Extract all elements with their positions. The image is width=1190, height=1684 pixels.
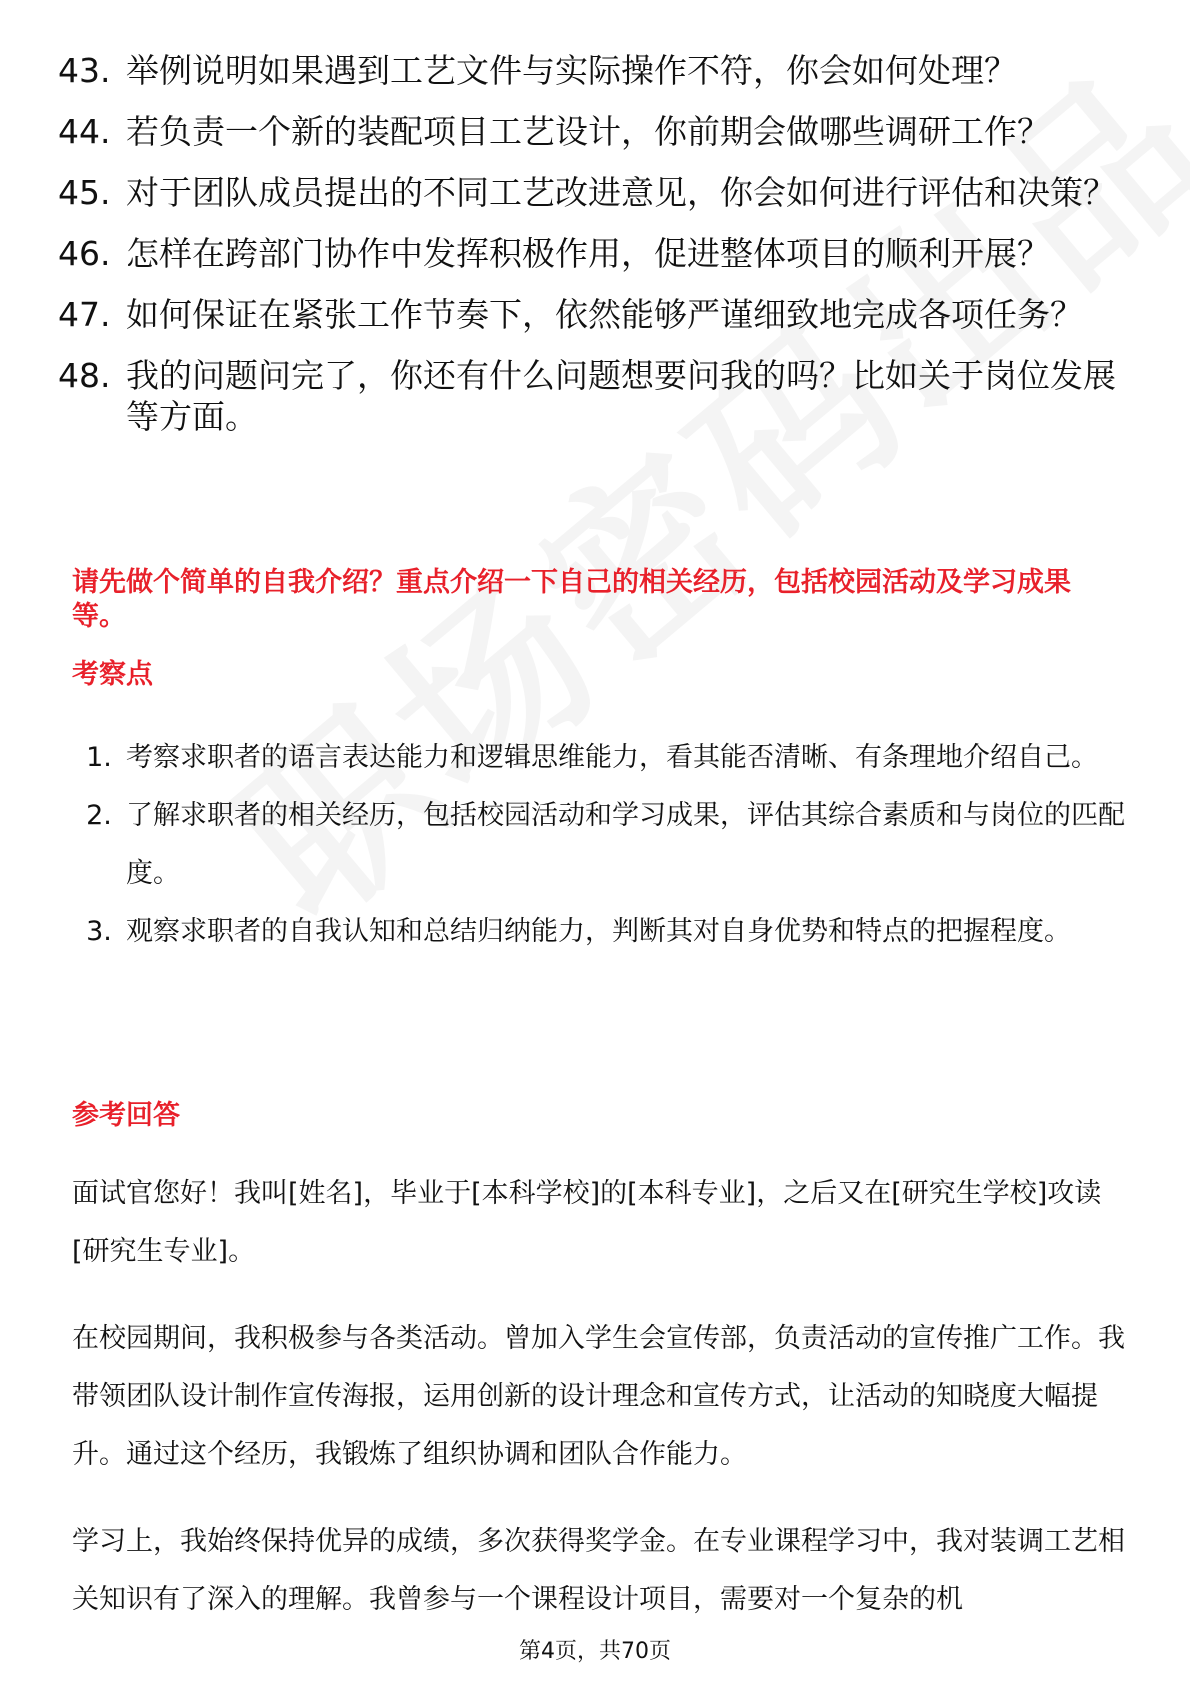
list-item <box>58 50 1118 91</box>
question-text: 怎样在跨部门协作中发挥积极作用，促进整体项目的顺利开展？ <box>126 234 1050 273</box>
list-item <box>58 111 1118 152</box>
point-text: 观察求职者的自我认知和总结归纳能力，判断其对自身优势和特点的把握程度。 <box>126 916 1071 947</box>
question-number: 44. <box>58 112 111 151</box>
list-item <box>72 729 1132 787</box>
answer-paragraph: 学习上，我始终保持优异的成绩，多次获得奖学金。在专业课程学习中，我对装调工艺相关知识有了深入的理解。我曾参与一个课程设计项目，需要对一个复杂的机 <box>72 1526 1125 1615</box>
points-list <box>72 729 1132 961</box>
question-text: 如何保证在紧张工作节奏下，依然能够严谨细致地完成各项任务？ <box>126 295 1083 334</box>
list-item <box>58 294 1118 335</box>
answer-paragraph: 面试官您好！我叫[姓名]，毕业于[本科学校]的[本科专业]，之后又在[研究生学校]攻读[研究生专业]。 <box>72 1178 1102 1267</box>
point-number: 1. <box>86 742 112 773</box>
list-item <box>58 355 1118 437</box>
list-item <box>58 233 1118 274</box>
point-text: 了解求职者的相关经历，包括校园活动和学习成果，评估其综合素质和与岗位的匹配度。 <box>126 800 1125 889</box>
question-text: 我的问题问完了，你还有什么问题想要问我的吗？比如关于岗位发展等方面。 <box>126 356 1116 436</box>
question-text: 若负责一个新的装配项目工艺设计，你前期会做哪些调研工作？ <box>126 112 1050 151</box>
question-number: 48. <box>58 356 111 395</box>
answer-paragraph: 在校园期间，我积极参与各类活动。曾加入学生会宣传部，负责活动的宣传推广工作。我带领团队设计制作宣传海报，运用创新的设计理念和宣传方式，让活动的知晓度大幅提升。通过这个经历，我锻炼了组织协调和团队合作能力。 <box>72 1323 1125 1470</box>
points-heading: 考察点 <box>72 659 153 690</box>
point-number: 3. <box>86 916 112 947</box>
list-item <box>72 903 1132 961</box>
point-text: 考察求职者的语言表达能力和逻辑思维能力，看其能否清晰、有条理地介绍自己。 <box>126 742 1098 773</box>
section-question: 请先做个简单的自我介绍？重点介绍一下自己的相关经历，包括校园活动及学习成果等。 <box>72 567 1071 632</box>
question-text: 举例说明如果遇到工艺文件与实际操作不符，你会如何处理？ <box>126 51 1017 90</box>
list-item <box>58 172 1118 213</box>
question-number: 45. <box>58 173 111 212</box>
page-footer: 第4页，共70页 <box>519 1639 671 1664</box>
question-list <box>58 50 1118 457</box>
question-number: 46. <box>58 234 111 273</box>
question-number: 43. <box>58 51 111 90</box>
list-item <box>72 787 1132 903</box>
answer-heading: 参考回答 <box>72 1100 180 1131</box>
question-text: 对于团队成员提出的不同工艺改进意见，你会如何进行评估和决策？ <box>126 173 1116 212</box>
question-number: 47. <box>58 295 111 334</box>
point-number: 2. <box>86 800 112 831</box>
